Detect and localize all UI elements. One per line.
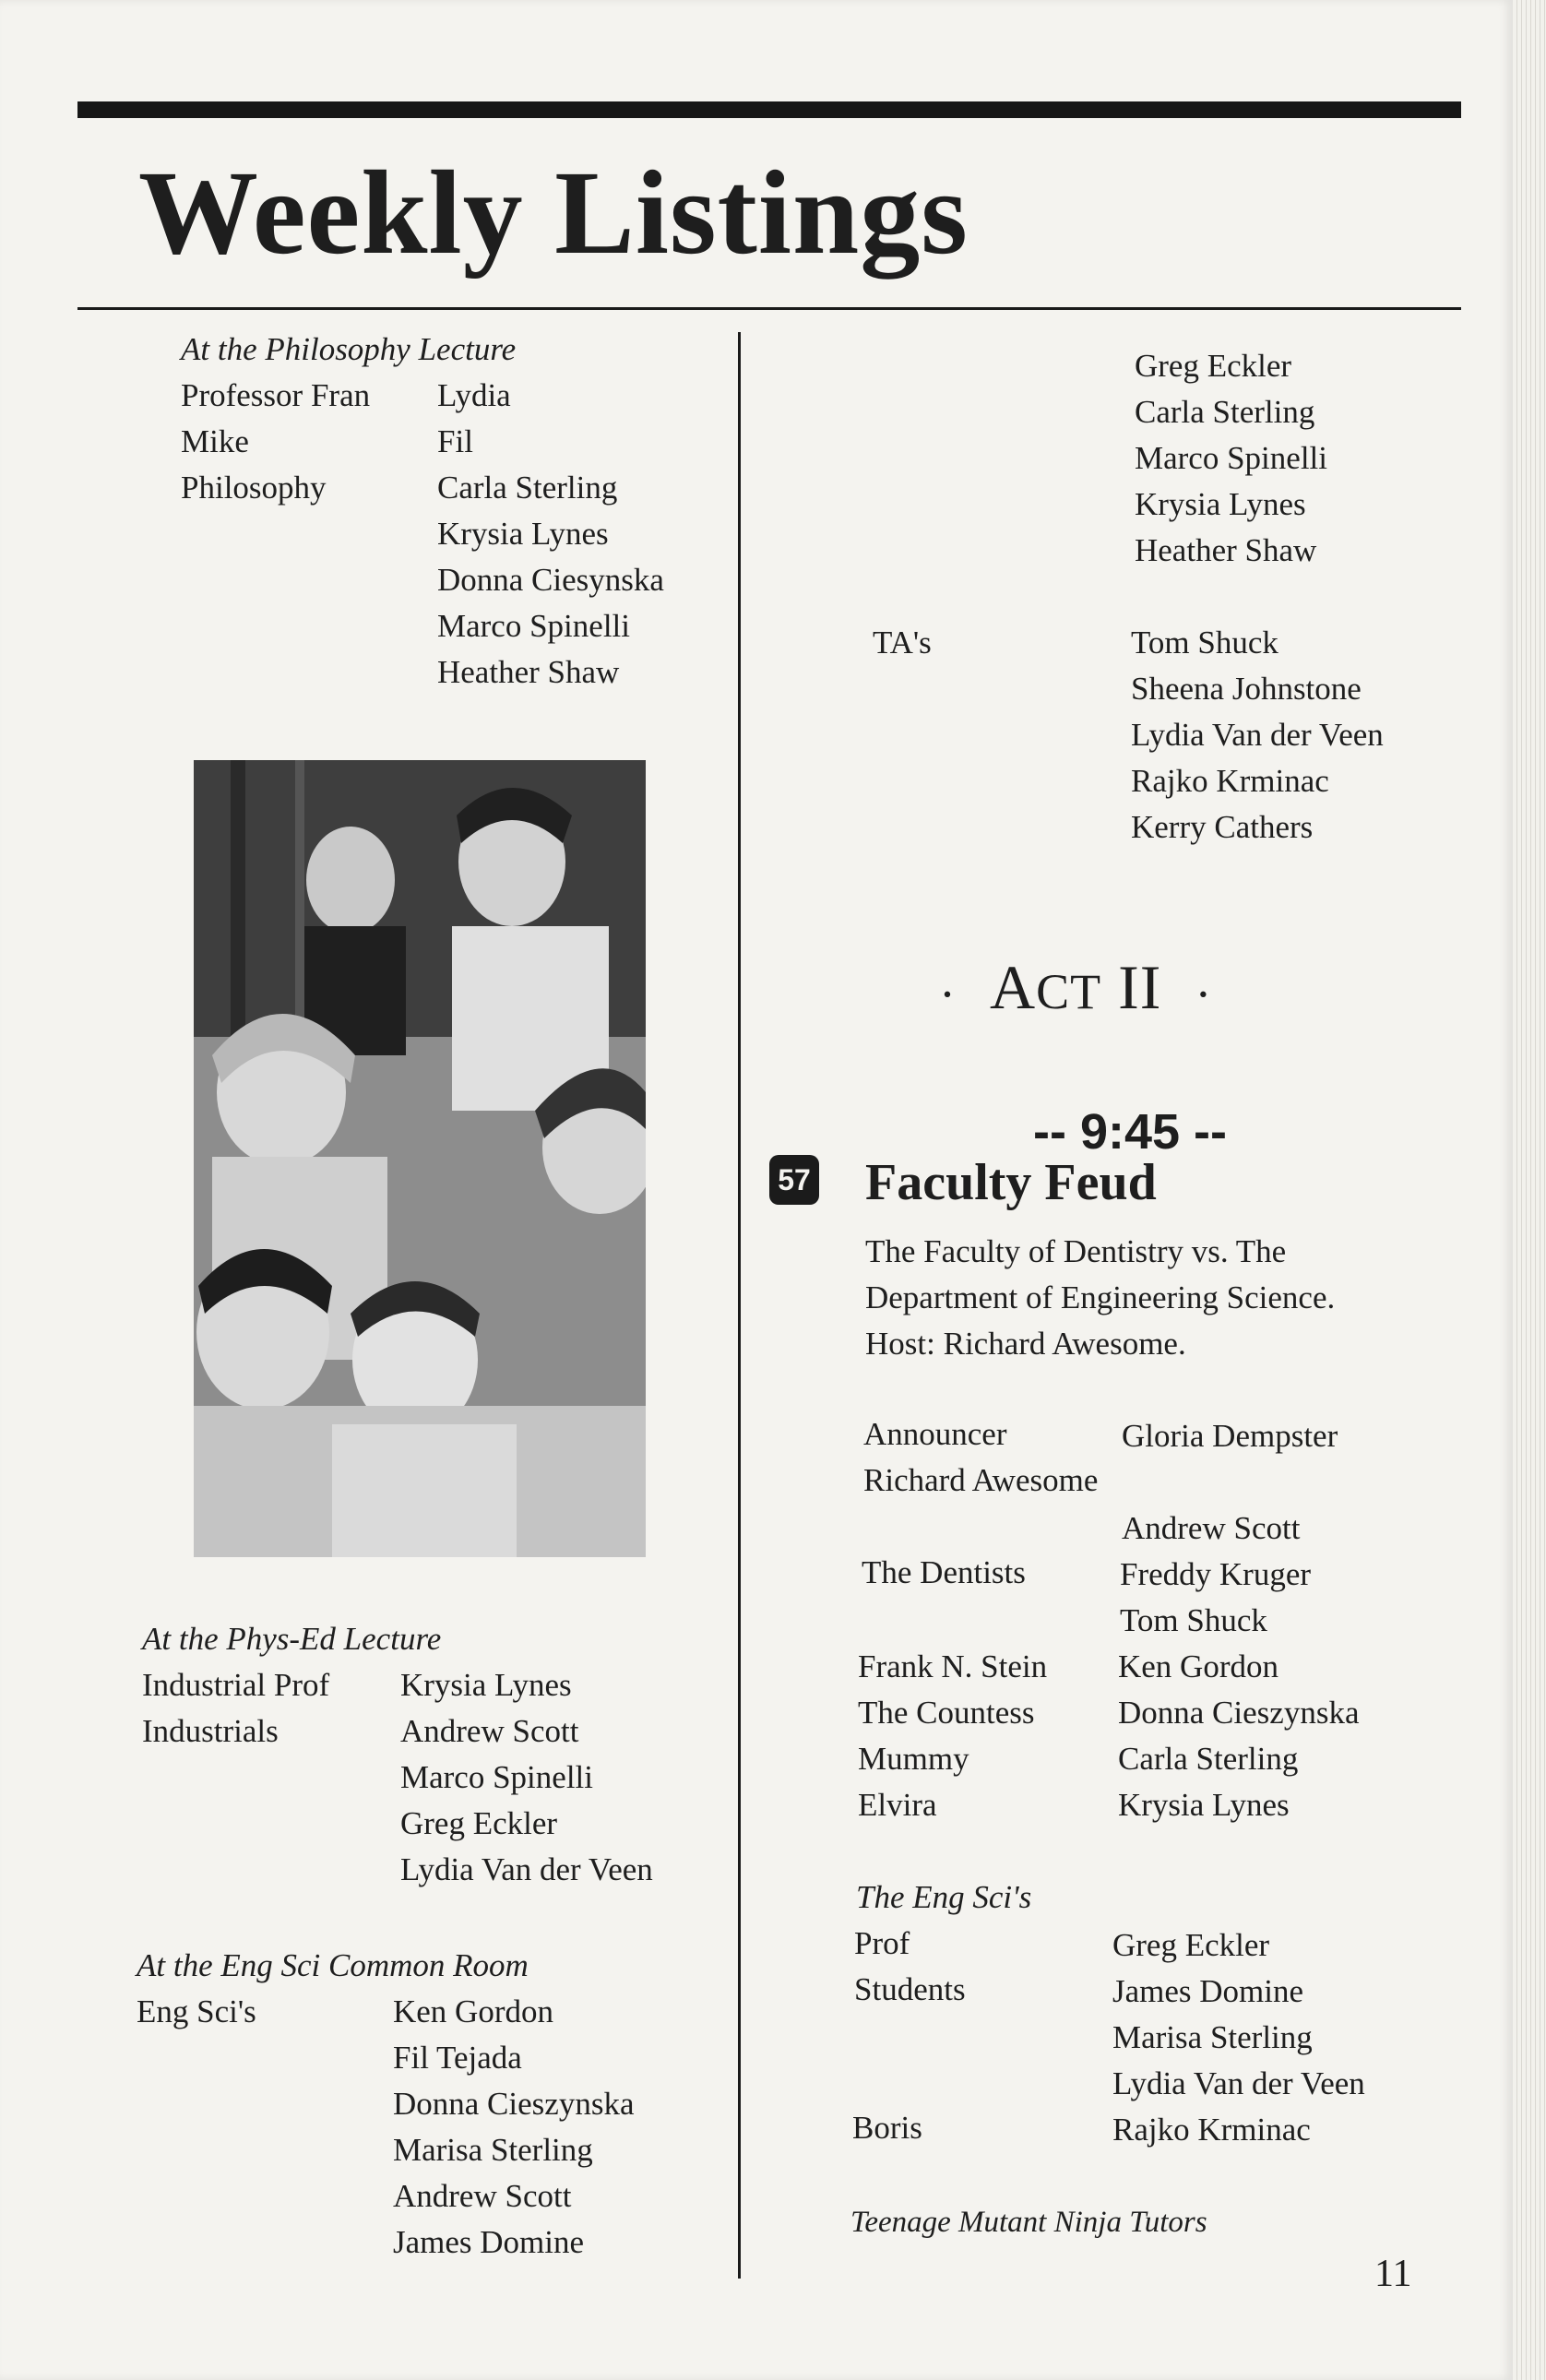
cast-name: Freddy Kruger (1120, 1556, 1312, 1592)
cast-name: Carla Sterling (1118, 1741, 1299, 1777)
cast-name: James Domine (1112, 1973, 1304, 2009)
cast-name: Greg Eckler (1135, 348, 1292, 384)
cast-name: Lydia (437, 377, 511, 413)
cast-name: Tom Shuck (1120, 1602, 1267, 1638)
announcer-label: Announcer (863, 1416, 1007, 1452)
phys-ed-heading: At the Phys-Ed Lecture (142, 1621, 442, 1657)
sketch-footer: Teenage Mutant Ninja Tutors (850, 2206, 1207, 2239)
cast-name: Carla Sterling (437, 470, 618, 506)
description-line: Host: Richard Awesome. (865, 1326, 1186, 1362)
cast-name: Andrew Scott (400, 1713, 579, 1749)
page-edge (1513, 0, 1546, 2380)
dentists-cast (1120, 1552, 1311, 1644)
continued-cast (1135, 343, 1327, 574)
cast-name: Carla Sterling (1135, 394, 1315, 430)
cast-photo (194, 760, 646, 1557)
phys-ed-roles (142, 1662, 329, 1755)
character-cast (1118, 1644, 1359, 1828)
act-numeral: II (1118, 952, 1162, 1022)
tas-label: TA's (873, 625, 932, 660)
role-label: Industrials (142, 1713, 279, 1749)
cast-name: Andrew Scott (393, 2178, 572, 2214)
cast-name: Heather Shaw (437, 654, 620, 690)
cast-name: Heather Shaw (1135, 532, 1317, 568)
role-label: Philosophy (181, 470, 327, 506)
cast-name: James Domine (393, 2224, 585, 2260)
cast-name: Lydia Van der Veen (1112, 2065, 1365, 2101)
cast-name: Donna Cieszynska (1118, 1695, 1360, 1731)
act-heading (939, 950, 1212, 1030)
eng-sci-room-cast (393, 1989, 634, 2266)
cast-name: Kerry Cathers (1131, 809, 1314, 845)
role-label: Eng Sci's (137, 1993, 256, 2029)
act-bullet: · (939, 966, 957, 1022)
cast-name: Donna Cieszynska (393, 2086, 635, 2122)
act-bullet: · (1195, 966, 1213, 1022)
cast-name: Greg Eckler (400, 1805, 558, 1841)
dentists-label: The Dentists (862, 1554, 1026, 1590)
sketch-number-badge: 57 (769, 1155, 819, 1205)
cast-name: Krysia Lynes (437, 516, 609, 552)
host-name: Andrew Scott (1122, 1510, 1301, 1546)
cast-name: Krysia Lynes (400, 1667, 572, 1703)
cast-name: Marco Spinelli (437, 608, 630, 644)
page-title: Weekly Listings (138, 147, 969, 280)
cast-name: Krysia Lynes (1118, 1787, 1290, 1823)
engsci-cast (1112, 1922, 1365, 2107)
role-label: Mike (181, 423, 249, 459)
role-label: Mummy (858, 1741, 969, 1777)
description-line: Department of Engineering Science. (865, 1279, 1336, 1315)
engsci-roles (854, 1921, 966, 2013)
phys-ed-cast (400, 1662, 653, 1893)
role-label: Prof (854, 1925, 910, 1961)
role-label: Frank N. Stein (858, 1648, 1048, 1684)
act-smallcaps: CT (1036, 964, 1102, 1019)
cast-name: Krysia Lynes (1135, 486, 1306, 522)
cast-name: Marisa Sterling (1112, 2019, 1313, 2055)
cast-name: Greg Eckler (1112, 1927, 1270, 1963)
philosophy-heading: At the Philosophy Lecture (181, 331, 517, 367)
act-prefix: A (989, 952, 1037, 1022)
role-label: The Countess (858, 1695, 1035, 1731)
role-label: Professor Fran (181, 377, 371, 413)
tas-cast (1131, 620, 1384, 851)
cast-name: Rajko Krminac (1131, 763, 1329, 799)
cast-name: Lydia Van der Veen (400, 1851, 653, 1887)
cast-name: Donna Ciesynska (437, 562, 664, 598)
eng-sci-room-heading: At the Eng Sci Common Room (137, 1947, 529, 1983)
eng-sci-room-roles (137, 1989, 256, 2035)
cast-name: Tom Shuck (1131, 625, 1278, 660)
host-label: Richard Awesome (863, 1462, 1099, 1498)
cast-name: Ken Gordon (393, 1993, 553, 2029)
sketch-time: -- 9:45 -- (1033, 1104, 1228, 1160)
title-rule (77, 307, 1461, 310)
sketch-title: Faculty Feud (865, 1154, 1157, 1211)
cast-name: Lydia Van der Veen (1131, 717, 1384, 753)
boris-name: Rajko Krminac (1112, 2112, 1311, 2148)
boris-label: Boris (852, 2110, 922, 2146)
engsci-heading: The Eng Sci's (856, 1879, 1032, 1915)
character-roles (858, 1644, 1047, 1828)
cast-name: Ken Gordon (1118, 1648, 1278, 1684)
page-number: 11 (1374, 2253, 1412, 2295)
cast-name: Fil (437, 423, 473, 459)
cast-name: Marisa Sterling (393, 2132, 593, 2168)
top-rule (77, 101, 1461, 118)
description-line: The Faculty of Dentistry vs. The (865, 1233, 1287, 1269)
cast-name: Fil Tejada (393, 2040, 522, 2076)
column-divider (738, 332, 741, 2279)
cast-name: Marco Spinelli (400, 1759, 593, 1795)
philosophy-cast (437, 373, 664, 696)
cast-name: Sheena Johnstone (1131, 671, 1362, 707)
philosophy-roles (181, 373, 370, 511)
role-label: Students (854, 1971, 966, 2007)
announcer-name: Gloria Dempster (1122, 1418, 1338, 1454)
sketch-description (865, 1229, 1335, 1367)
role-label: Elvira (858, 1787, 937, 1823)
role-label: Industrial Prof (142, 1667, 330, 1703)
cast-name: Marco Spinelli (1135, 440, 1327, 476)
